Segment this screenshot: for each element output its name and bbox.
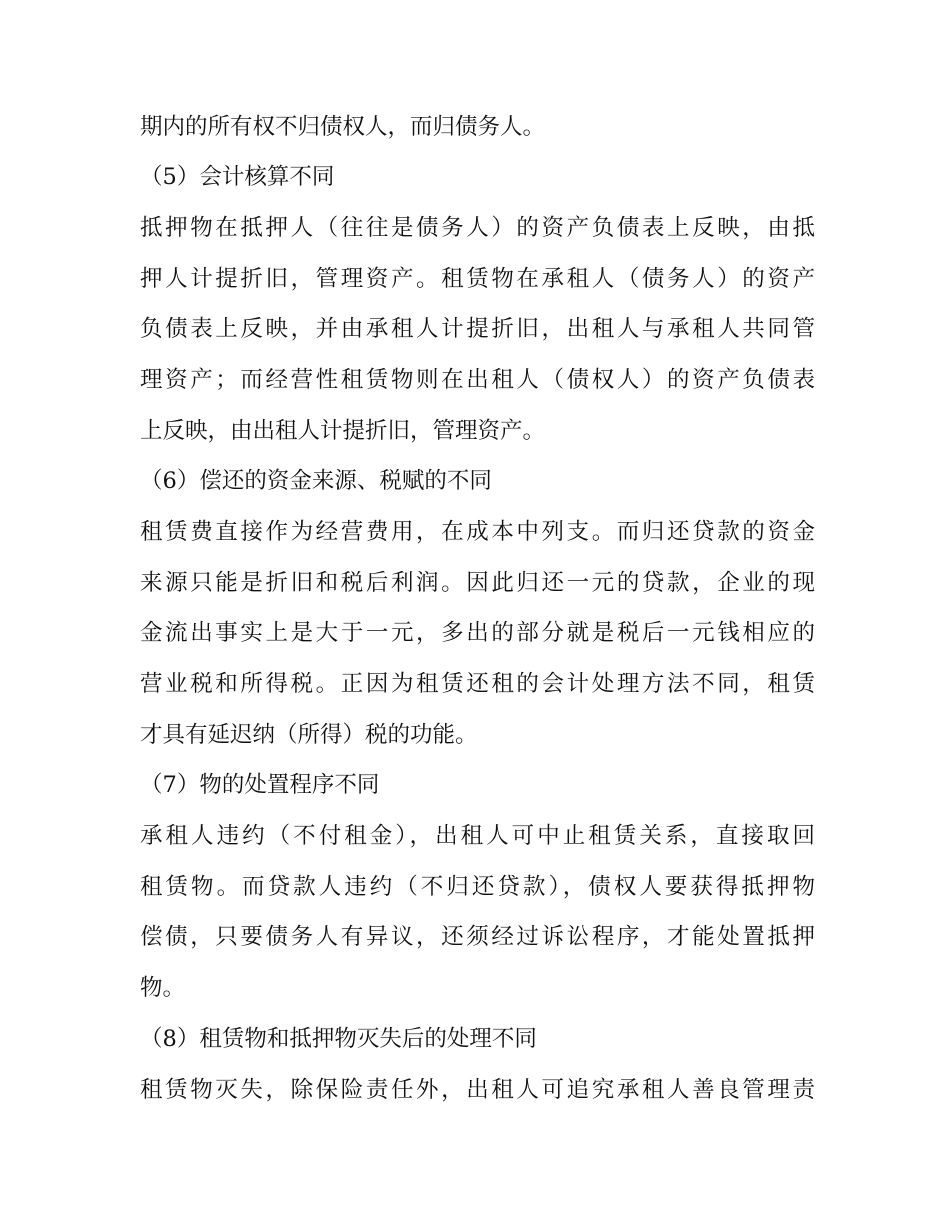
section-heading-6: （6）偿还的资金来源、税赋的不同 [140,468,492,494]
paragraph-line: 偿债，只要债务人有异议，还须经过诉讼程序，才能处置抵押 [140,924,815,950]
paragraph-line: 期内的所有权不归债权人，而归债务人。 [140,114,546,140]
paragraph-line: 营业税和所得税。正因为租赁还租的会计处理方法不同，租赁 [140,671,815,697]
paragraph-line: 理资产；而经营性租赁物则在出租人（债权人）的资产负债表 [140,367,815,393]
paragraph-line: 抵押物在抵押人（往往是债务人）的资产负债表上反映，由抵 [140,215,815,241]
paragraph-line: 金流出事实上是大于一元，多出的部分就是税后一元钱相应的 [140,620,815,646]
section-heading-7: （7）物的处置程序不同 [140,772,380,798]
section-heading-5: （5）会计核算不同 [140,164,335,190]
paragraph-line: 上反映，由出租人计提折旧，管理资产。 [140,418,546,444]
paragraph-line: 租赁费直接作为经营费用，在成本中列支。而归还贷款的资金 [140,519,815,545]
paragraph-line: 才具有延迟纳（所得）税的功能。 [140,722,478,748]
paragraph-line: 物。 [140,975,186,1001]
paragraph-line: 租赁物灭失，除保险责任外，出租人可追究承租人善良管理责 [140,1077,815,1103]
paragraph-line: 负债表上反映，并由承租人计提折旧，出租人与承租人共同管 [140,316,815,342]
section-heading-8: （8）租赁物和抵押物灭失后的处理不同 [140,1026,537,1052]
paragraph-line: 承租人违约（不付租金），出租人可中止租赁关系，直接取回 [140,823,815,849]
paragraph-line: 押人计提折旧，管理资产。租赁物在承租人（债务人）的资产 [140,266,815,292]
paragraph-line: 租赁物。而贷款人违约（不归还贷款），债权人要获得抵押物 [140,874,815,900]
paragraph-line: 来源只能是折旧和税后利润。因此归还一元的贷款，企业的现 [140,570,815,596]
